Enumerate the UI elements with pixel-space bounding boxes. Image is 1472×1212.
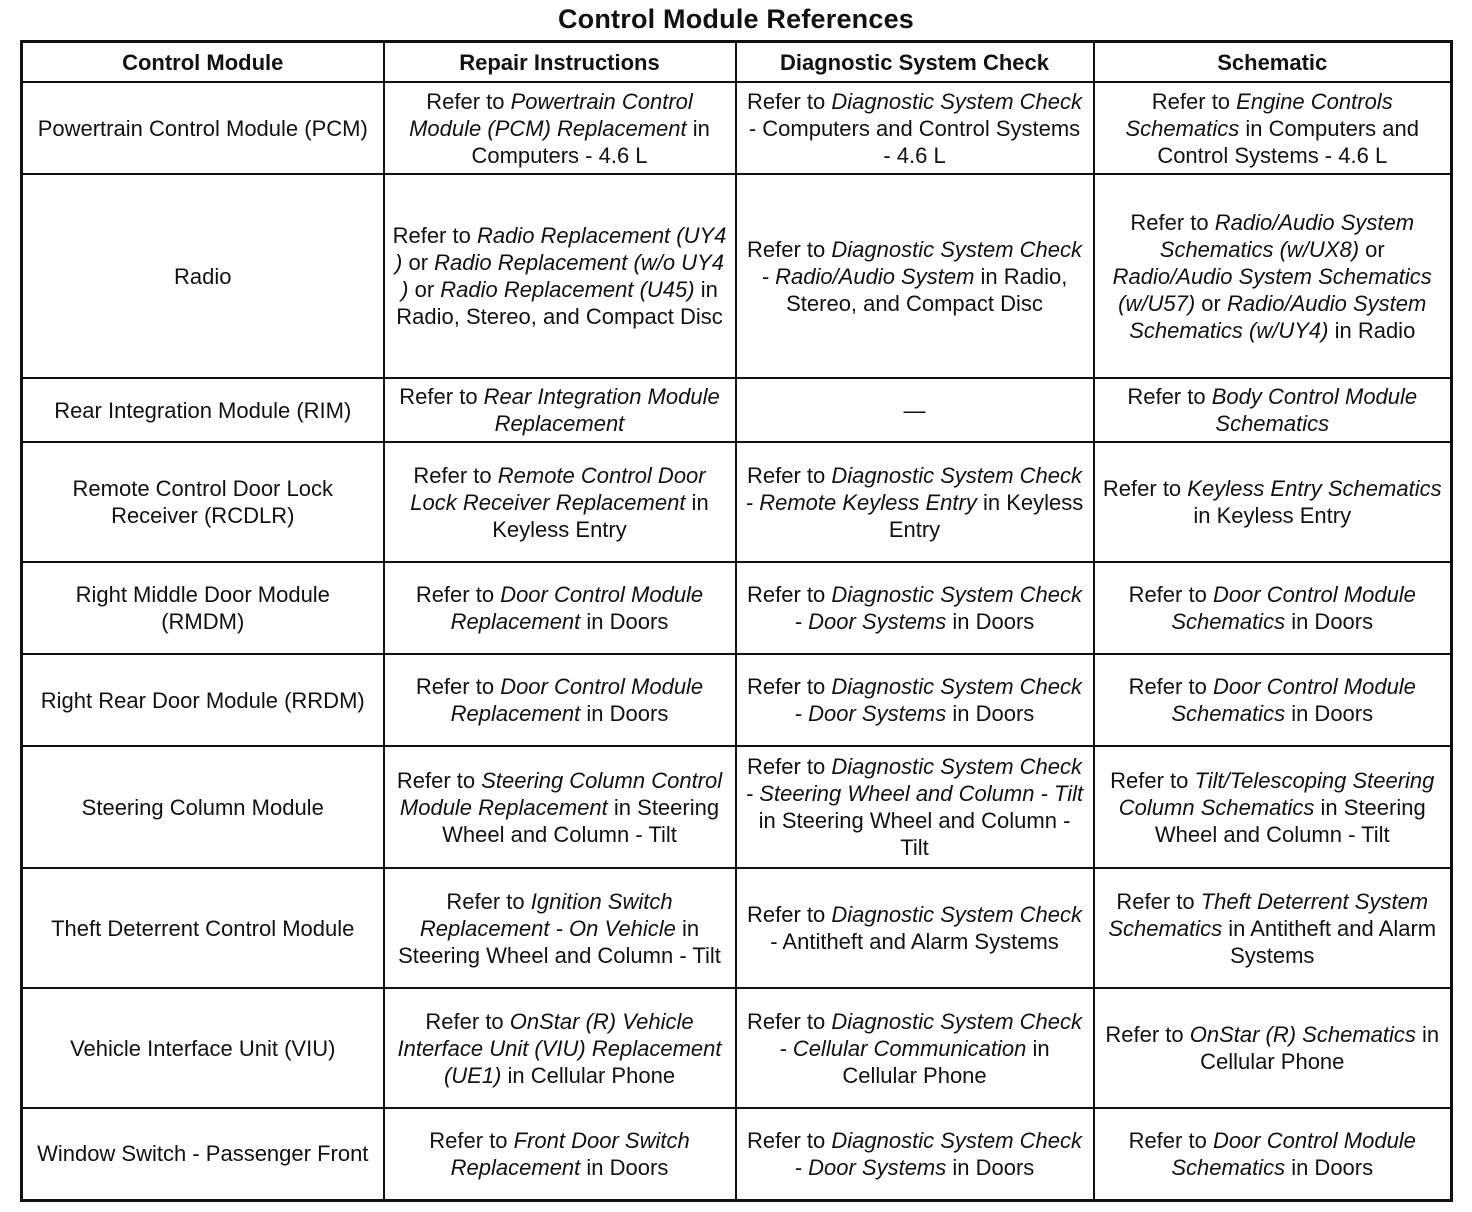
table-row — [22, 868, 1452, 988]
reference-text: Refer to — [1110, 767, 1195, 793]
control-module-references-table — [20, 40, 1453, 1202]
reference-text: Refer to — [1130, 209, 1215, 235]
link-reference-text: Diagnostic System Check - Radio/Audio System — [761, 236, 1083, 289]
cell-control-module: Remote Control Door Lock Receiver (RCDLR) — [22, 442, 384, 562]
reference-text: in Computers - 4.6 L — [471, 115, 710, 168]
reference-text: Refer to — [746, 88, 832, 114]
link-reference-text: Radio Replacement (UY4 ) — [395, 223, 727, 275]
table-row — [22, 378, 1452, 442]
reference-text: Refer to — [1102, 476, 1188, 501]
reference-text: in Doors — [580, 609, 669, 634]
reference-text: Refer to — [746, 236, 832, 262]
cell-repair-instructions — [384, 746, 736, 868]
cell-diagnostic-system-check — [736, 82, 1094, 174]
reference-text: Refer to — [429, 1127, 514, 1153]
header-repair-instructions: Repair Instructions — [384, 42, 736, 83]
reference-text: in Doors — [1285, 1154, 1374, 1180]
cell-diagnostic-system-check — [736, 174, 1094, 378]
link-reference-text: Powertrain Control Module (PCM) Replacement — [409, 88, 693, 141]
reference-text: Refer to — [415, 674, 501, 699]
link-reference-text: Steering Column Control Module Replacement — [399, 767, 723, 820]
cell-schematic — [1094, 746, 1452, 868]
link-reference-text: Door Control Module Schematics — [1171, 674, 1416, 726]
cell-schematic — [1094, 562, 1452, 654]
reference-text: in Doors — [580, 1154, 669, 1180]
reference-text: Refer to — [746, 902, 832, 927]
cell-schematic — [1094, 82, 1452, 174]
reference-text: Refer to — [1105, 1022, 1190, 1047]
cell-diagnostic-system-check — [736, 746, 1094, 868]
cell-schematic — [1094, 378, 1452, 442]
reference-text: Refer to — [746, 1008, 832, 1034]
link-reference-text: Radio/Audio System Schematics (w/UX8) — [1159, 209, 1415, 262]
reference-text: Refer to — [1128, 1127, 1213, 1153]
reference-text: Refer to — [1127, 384, 1212, 409]
reference-text: or — [1195, 290, 1227, 316]
link-reference-text: Remote Control Door Lock Receiver Replacement — [410, 462, 706, 515]
link-reference-text: OnStar (R) Schematics — [1189, 1022, 1416, 1047]
reference-text: in Keyless Entry — [492, 489, 709, 542]
reference-text: Refer to — [425, 1008, 510, 1034]
table-row — [22, 442, 1452, 562]
cell-diagnostic-system-check — [736, 378, 1094, 442]
table-row — [22, 174, 1452, 378]
reference-text: in Doors — [946, 701, 1035, 726]
cell-control-module: Powertrain Control Module (PCM) — [22, 82, 384, 174]
reference-text: - Computers and Control Systems - 4.6 L — [748, 115, 1081, 168]
reference-text: in Antitheft and Alarm Systems — [1222, 915, 1437, 968]
reference-text: Refer to — [399, 384, 484, 409]
cell-control-module: Rear Integration Module (RIM) — [22, 378, 384, 442]
cell-schematic — [1094, 988, 1452, 1108]
reference-text: Refer to — [1128, 674, 1213, 699]
header-row — [22, 42, 1452, 83]
link-reference-text: Diagnostic System Check - Door Systems — [794, 1127, 1083, 1180]
header-schematic: Schematic — [1094, 42, 1452, 83]
cell-control-module: Right Rear Door Module (RRDM) — [22, 654, 384, 746]
link-reference-text: Radio/Audio System Schematics (w/U57) — [1112, 263, 1432, 316]
link-reference-text: Engine Controls Schematics — [1125, 88, 1393, 141]
cell-control-module: Steering Column Module — [22, 746, 384, 868]
cell-repair-instructions — [384, 378, 736, 442]
reference-text: in Doors — [1285, 701, 1374, 726]
table-row — [22, 746, 1452, 868]
reference-text: in Steering Wheel and Column - Tilt — [442, 794, 720, 847]
link-reference-text: Tilt/Telescoping Steering Column Schematics — [1118, 767, 1435, 820]
link-reference-text: Door Control Module Replacement — [450, 674, 704, 726]
table-row — [22, 82, 1452, 174]
cell-schematic — [1094, 868, 1452, 988]
cell-diagnostic-system-check — [736, 562, 1094, 654]
link-reference-text: Body Control Module Schematics — [1211, 384, 1418, 436]
cell-control-module: Theft Deterrent Control Module — [22, 868, 384, 988]
reference-text: or — [408, 277, 441, 302]
reference-text: or — [402, 250, 435, 275]
link-reference-text: Door Control Module Replacement — [450, 582, 704, 634]
reference-text: Refer to — [746, 462, 832, 488]
link-reference-text: Rear Integration Module Replacement — [483, 384, 720, 436]
link-reference-text: Diagnostic System Check - Cellular Communication — [779, 1008, 1083, 1061]
cell-schematic — [1094, 654, 1452, 746]
link-reference-text: Ignition Switch Replacement - On Vehicle — [419, 888, 676, 941]
cell-repair-instructions — [384, 562, 736, 654]
table-body — [22, 82, 1452, 1200]
header-diagnostic-system-check: Diagnostic System Check — [736, 42, 1094, 83]
link-reference-text: Radio Replacement (U45) — [440, 277, 695, 302]
reference-text: in Cellular Phone — [842, 1035, 1050, 1088]
reference-text: in Doors — [946, 1154, 1035, 1180]
table-row — [22, 562, 1452, 654]
reference-text: in Radio, Stereo, and Compact Disc — [786, 263, 1068, 316]
reference-text: in Steering Wheel and Column - Tilt — [758, 808, 1071, 860]
reference-text: in Radio — [1328, 317, 1416, 343]
cell-repair-instructions — [384, 1108, 736, 1200]
link-reference-text: Diagnostic System Check - Steering Wheel and Column - Tilt — [745, 754, 1084, 806]
link-reference-text: Radio Replacement (w/o UY4 ) — [401, 250, 724, 302]
reference-text: Refer to — [1116, 888, 1201, 914]
reference-text: in Cellular Phone — [501, 1062, 676, 1088]
reference-text: in Radio, Stereo, and Compact Disc — [396, 277, 723, 329]
reference-text: Refer to — [746, 582, 832, 607]
reference-text: in Steering Wheel and Column - Tilt — [1154, 794, 1426, 847]
reference-text: in Keyless Entry — [1193, 503, 1352, 528]
reference-text: in Doors — [946, 609, 1035, 634]
reference-text: — — [903, 397, 926, 423]
cell-schematic — [1094, 442, 1452, 562]
cell-repair-instructions — [384, 442, 736, 562]
reference-text: Refer to — [446, 888, 531, 914]
cell-diagnostic-system-check — [736, 988, 1094, 1108]
page-title: Control Module References — [557, 4, 915, 34]
reference-text: Refer to — [746, 674, 832, 699]
reference-text: in Doors — [1285, 609, 1374, 634]
reference-text: Refer to — [396, 767, 482, 793]
link-reference-text: Diagnostic System Check - Door Systems — [794, 674, 1083, 726]
link-reference-text: Diagnostic System Check - Door Systems — [794, 582, 1083, 634]
reference-text: in Doors — [580, 701, 669, 726]
table-row — [22, 988, 1452, 1108]
cell-control-module: Right Middle Door Module (RMDM) — [22, 562, 384, 654]
link-reference-text: Diagnostic System Check - Remote Keyless Entry — [745, 462, 1083, 515]
reference-text: - Antitheft and Alarm Systems — [770, 929, 1059, 954]
link-reference-text: Theft Deterrent System Schematics — [1108, 888, 1429, 941]
cell-diagnostic-system-check — [736, 654, 1094, 746]
cell-repair-instructions — [384, 654, 736, 746]
table-row — [22, 654, 1452, 746]
cell-repair-instructions — [384, 174, 736, 378]
reference-text: or — [1359, 236, 1385, 262]
reference-text: Refer to — [1151, 88, 1237, 114]
reference-text: Refer to — [426, 88, 511, 114]
cell-control-module: Window Switch - Passenger Front — [22, 1108, 384, 1200]
cell-schematic — [1094, 1108, 1452, 1200]
cell-schematic — [1094, 174, 1452, 378]
header-control-module: Control Module — [22, 42, 384, 83]
link-reference-text: Diagnostic System Check — [831, 88, 1083, 114]
cell-repair-instructions — [384, 82, 736, 174]
link-reference-text: Radio/Audio System Schematics (w/UY4) — [1129, 290, 1427, 343]
cell-diagnostic-system-check — [736, 1108, 1094, 1200]
cell-repair-instructions — [384, 988, 736, 1108]
reference-text: Refer to — [392, 223, 477, 248]
reference-text: in Keyless Entry — [888, 489, 1084, 542]
cell-diagnostic-system-check — [736, 442, 1094, 562]
reference-text: Refer to — [415, 582, 501, 607]
reference-text: in Computers and Control Systems - 4.6 L — [1157, 115, 1419, 168]
reference-text: in Steering Wheel and Column - Tilt — [398, 915, 721, 968]
table-row — [22, 1108, 1452, 1200]
cell-diagnostic-system-check — [736, 868, 1094, 988]
link-reference-text: Door Control Module Schematics — [1171, 582, 1416, 634]
reference-text: Refer to — [1128, 582, 1213, 607]
cell-control-module: Radio — [22, 174, 384, 378]
link-reference-text: Front Door Switch Replacement — [450, 1127, 690, 1180]
reference-text: Refer to — [746, 1127, 832, 1153]
link-reference-text: Keyless Entry Schematics — [1187, 476, 1442, 501]
link-reference-text: Diagnostic System Check — [831, 902, 1083, 927]
cell-repair-instructions — [384, 868, 736, 988]
reference-text: Refer to — [413, 462, 498, 488]
cell-control-module: Vehicle Interface Unit (VIU) — [22, 988, 384, 1108]
reference-text: in Cellular Phone — [1200, 1022, 1440, 1074]
link-reference-text: Door Control Module Schematics — [1171, 1127, 1416, 1180]
reference-text: Refer to — [746, 754, 832, 779]
link-reference-text: OnStar (R) Vehicle Interface Unit (VIU) Replacement (UE1) — [397, 1008, 722, 1088]
